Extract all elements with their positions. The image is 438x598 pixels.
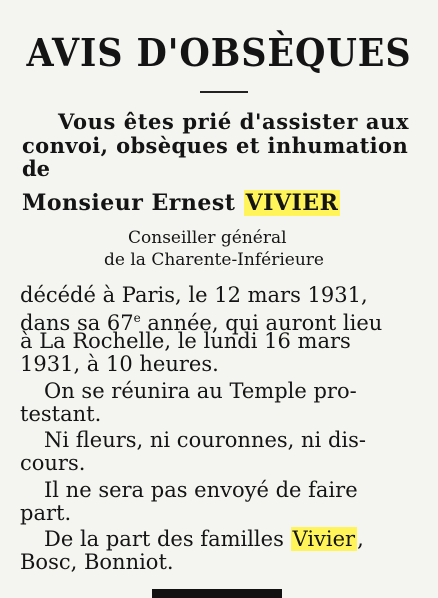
body-line-2: dans sa 67e année, qui auront lieu <box>20 311 383 335</box>
role-line-1: Conseiller général <box>128 228 287 248</box>
deceased-prefix: Monsieur Ernest <box>22 190 244 216</box>
intro-line-3: de <box>22 156 51 181</box>
intro-line-1: Vous êtes prié d'assister aux <box>58 109 410 134</box>
body-line-8: cours. <box>20 451 86 475</box>
families-highlight: Vivier <box>292 527 356 551</box>
body-line-4: 1931, à 10 heures. <box>20 352 219 376</box>
body-line-10: part. <box>20 501 72 525</box>
body-line-5: On se réunira au Temple pro- <box>44 379 357 403</box>
notice-title: AVIS D'OBSÈQUES <box>26 30 412 75</box>
families-line-2: Bosc, Bonniot. <box>20 550 174 574</box>
title-divider <box>200 91 248 93</box>
body-line-9: Il ne sera pas envoyé de faire <box>44 478 358 502</box>
body-line-7: Ni fleurs, ni couronnes, ni dis- <box>44 428 366 452</box>
body-line-3: à La Rochelle, le lundi 16 mars <box>20 329 351 353</box>
role-line-2: de la Charente-Inférieure <box>104 250 324 270</box>
bottom-rule <box>152 589 282 598</box>
deceased-name <box>22 191 340 215</box>
body-line-6: testant. <box>20 402 102 426</box>
families-line-1 <box>44 527 364 551</box>
families-suffix: , <box>357 527 364 551</box>
deceased-surname: VIVIER <box>245 190 339 216</box>
body-line-1: décédé à Paris, le 12 mars 1931, <box>20 283 368 307</box>
intro-line-2: convoi, obsèques et inhumation <box>22 133 409 158</box>
families-prefix: De la part des familles <box>44 527 291 551</box>
